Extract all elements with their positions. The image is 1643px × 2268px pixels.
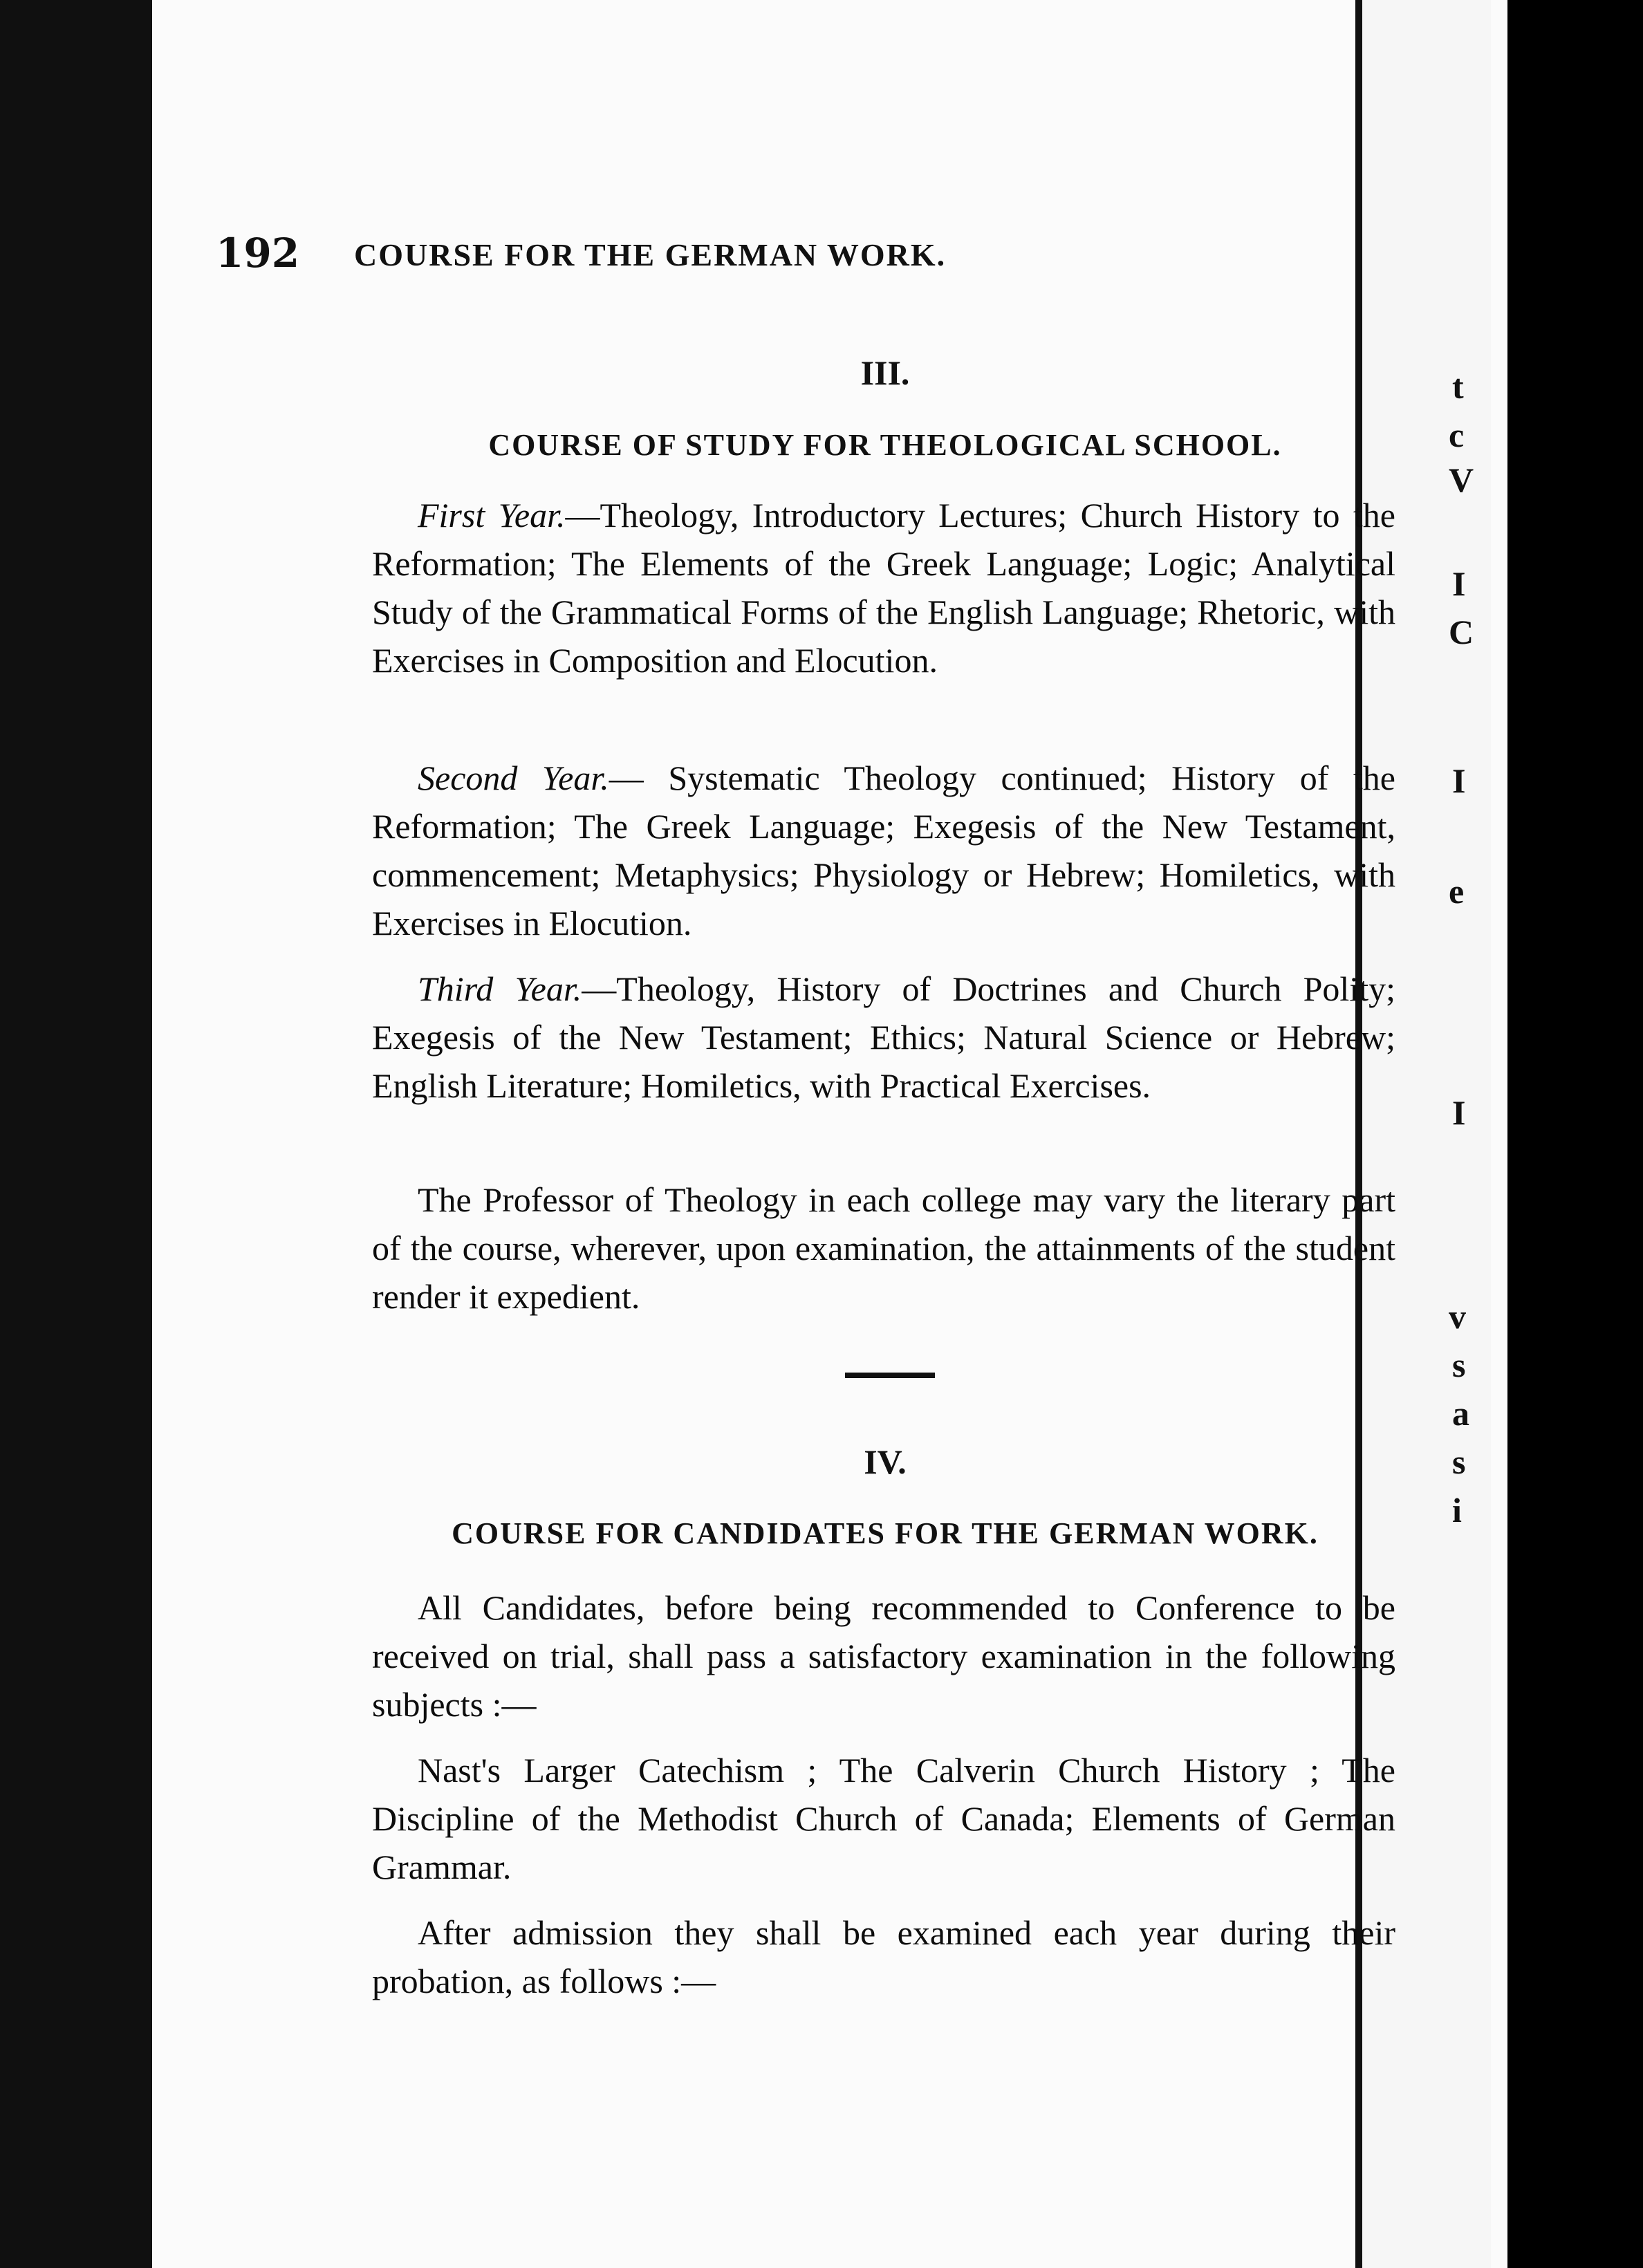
page-header	[216, 230, 1391, 285]
running-head: COURSE FOR THE GERMAN WORK.	[354, 237, 947, 272]
next-page-fragment: C	[1449, 613, 1474, 651]
section-number-iv: IV.	[864, 1442, 907, 1481]
next-page-fragment: a	[1452, 1394, 1469, 1433]
paragraph-lead: Second Year.	[418, 759, 609, 797]
next-page-fragment: s	[1452, 1442, 1466, 1481]
next-page-fragment: t	[1452, 367, 1464, 406]
next-page-fragment: c	[1449, 416, 1465, 454]
next-page-fragment: I	[1452, 564, 1466, 603]
next-page-fragment: V	[1449, 461, 1474, 499]
paragraph-text: After admission they shall be examined each year during their probation, as follows :—	[372, 1913, 1395, 2000]
section-divider	[845, 1373, 935, 1378]
paragraph-text: —Theology, Introductory Lectures; Church History to the Reformation; The Elements of the Greek Language; Logic; Analytical Study of the Grammatical Forms of the English Language; Rhetoric, with Exercises in Composition and Elocution.	[372, 496, 1396, 680]
paragraph-text: Nast's Larger Catechism ; The Calverin Church History ; The Discipline of the Methodist Church of Canada; Elements of German Grammar.	[372, 1751, 1395, 1886]
paragraph-text: The Professor of Theology in each college may vary the literary part of the course, wherever, upon examination, the attainments of the student render it expedient.	[372, 1180, 1395, 1316]
paragraph-text: — Systematic Theology continued; History of the Reformation; The Greek Language; Exegesis of the New Testament, commencement; Metaphysics; Physiology or Hebrew; Homiletics, with Exercises in Elocution.	[372, 759, 1395, 942]
paragraph-professor-note	[372, 1175, 1395, 1321]
next-page-fragment: I	[1452, 761, 1466, 800]
next-page-fragment: i	[1452, 1491, 1462, 1530]
paragraph-after-admission	[372, 1908, 1395, 2005]
section-number-iii: III.	[860, 353, 910, 392]
paragraph-first-year	[372, 491, 1395, 685]
next-page-fragment: e	[1449, 872, 1465, 911]
paragraph-candidates	[372, 1583, 1395, 1729]
paragraph-second-year	[372, 754, 1395, 947]
paragraph-lead: Third Year.	[418, 969, 582, 1008]
scan-margin	[0, 0, 152, 2268]
section-title-iii: COURSE OF STUDY FOR THEOLOGICAL SCHOOL.	[488, 428, 1282, 462]
page-number: 192	[216, 230, 300, 277]
paragraph-text: All Candidates, before being recommended to Conference to be received on trial, shall pass a satisfactory examination in the following subjects :—	[372, 1588, 1395, 1724]
next-page-fragment: I	[1452, 1093, 1466, 1132]
paragraph-third-year	[372, 965, 1395, 1110]
section-title-iv: COURSE FOR CANDIDATES FOR THE GERMAN WORK.	[452, 1516, 1319, 1550]
paragraph-text: —Theology, History of Doctrines and Church Polity; Exegesis of the New Testament; Ethics; Natural Science or Hebrew; English Literature; Homiletics, with Practical Exercises.	[372, 969, 1395, 1105]
paragraph-lead: First Year.	[418, 496, 566, 535]
paragraph-subjects	[372, 1746, 1395, 1891]
next-page-fragment: s	[1452, 1346, 1466, 1384]
next-page-fragment: v	[1449, 1297, 1466, 1336]
